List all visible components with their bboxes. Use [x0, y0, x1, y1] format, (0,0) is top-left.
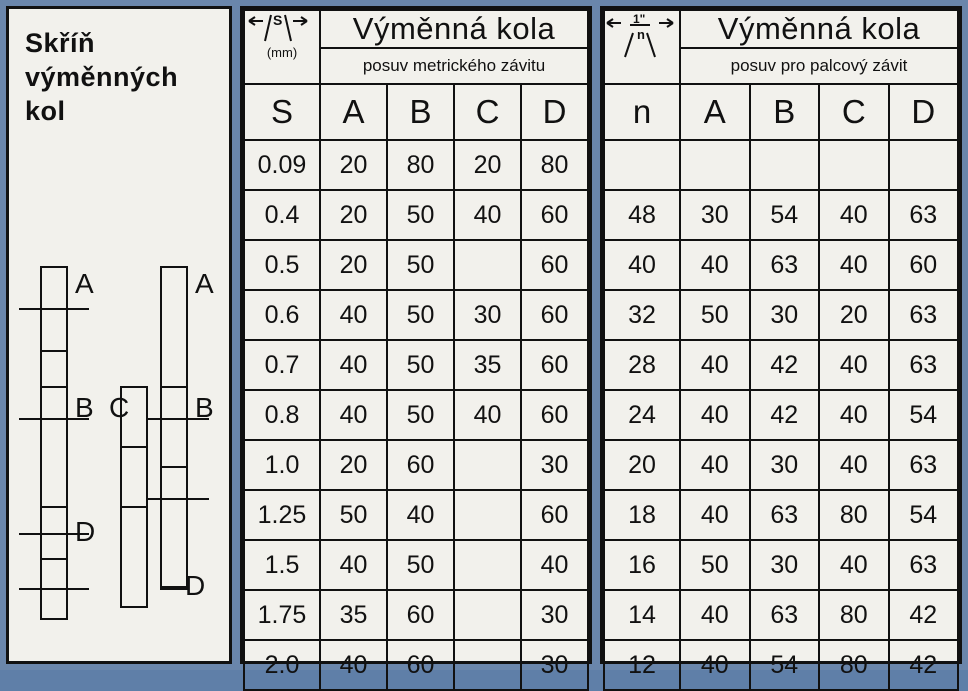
inch-cell-b: 42 [750, 340, 820, 390]
metric-cell-d: 40 [521, 540, 588, 590]
metric-cell-b: 40 [387, 490, 454, 540]
metric-cell-d: 30 [521, 440, 588, 490]
table-row [604, 640, 958, 690]
svg-text:D: D [185, 570, 206, 601]
metric-cell-a: 50 [320, 490, 387, 540]
metric-cell-a: 20 [320, 440, 387, 490]
inch-col-C: C [819, 84, 889, 140]
inch-cell-d: 63 [889, 340, 959, 390]
metric-cell-a: 40 [320, 540, 387, 590]
metric-cell-c [454, 490, 521, 540]
inch-cell-n: 32 [604, 290, 680, 340]
metric-cell-d: 60 [521, 290, 588, 340]
svg-text:1": 1" [633, 12, 646, 26]
inch-grid [603, 9, 959, 691]
metric-cell-a: 20 [320, 190, 387, 240]
inch-col-B: B [750, 84, 820, 140]
metric-cell-a: 40 [320, 340, 387, 390]
table-row [244, 590, 588, 640]
metric-cell-c: 40 [454, 390, 521, 440]
svg-text:n: n [637, 27, 645, 42]
table-row [244, 240, 588, 290]
table-row [244, 140, 588, 190]
metric-cell-s: 2.0 [244, 640, 320, 690]
table-row [244, 440, 588, 490]
metric-cell-c [454, 590, 521, 640]
inch-cell-c: 40 [819, 240, 889, 290]
inch-cell-d: 42 [889, 640, 959, 690]
inch-cell-d: 60 [889, 240, 959, 290]
table-row [244, 640, 588, 690]
metric-cell-c [454, 540, 521, 590]
inch-cell-a: 40 [680, 590, 750, 640]
inch-cell-a: 50 [680, 540, 750, 590]
metric-cell-d: 60 [521, 190, 588, 240]
inch-cell-n: 40 [604, 240, 680, 290]
table-row [604, 590, 958, 640]
metric-cell-b: 50 [387, 340, 454, 390]
metric-cell-s: 0.6 [244, 290, 320, 340]
inch-cell-b: 42 [750, 390, 820, 440]
inch-cell-c: 40 [819, 440, 889, 490]
inch-cell-n: 20 [604, 440, 680, 490]
table-row [604, 240, 958, 290]
inch-cell-n: 14 [604, 590, 680, 640]
inch-cell-c: 80 [819, 640, 889, 690]
inch-cell-d: 63 [889, 540, 959, 590]
left-panel [6, 6, 232, 664]
inch-cell-a: 40 [680, 390, 750, 440]
inch-col-D: D [889, 84, 959, 140]
table-row [244, 390, 588, 440]
metric-cell-s: 0.5 [244, 240, 320, 290]
metric-cell-b: 50 [387, 390, 454, 440]
svg-text:C: C [109, 392, 130, 423]
table-row [244, 340, 588, 390]
table-row [604, 390, 958, 440]
inch-col-n: n [604, 84, 680, 140]
metric-col-B: B [387, 84, 454, 140]
metric-cell-b: 80 [387, 140, 454, 190]
inch-cell-b: 54 [750, 640, 820, 690]
metric-cell-a: 20 [320, 240, 387, 290]
inch-cell-a [680, 140, 750, 190]
metric-cell-s: 0.8 [244, 390, 320, 440]
metric-cell-s: 0.09 [244, 140, 320, 190]
metric-cell-c [454, 240, 521, 290]
inch-feed-icon [604, 10, 680, 84]
inch-cell-n [604, 140, 680, 190]
inch-cell-d: 63 [889, 190, 959, 240]
metric-cell-s: 1.25 [244, 490, 320, 540]
inch-cell-n: 24 [604, 390, 680, 440]
metric-feed-table [240, 6, 592, 679]
inch-cell-b: 30 [750, 290, 820, 340]
metric-cell-b: 50 [387, 240, 454, 290]
inch-cell-a: 30 [680, 190, 750, 240]
table-row [244, 540, 588, 590]
svg-text:B: B [75, 392, 94, 423]
inch-feed-table [600, 6, 962, 679]
svg-text:A: A [75, 268, 94, 299]
inch-cell-a: 50 [680, 290, 750, 340]
inch-cell-a: 40 [680, 640, 750, 690]
inch-title: Výměnná kola [680, 10, 958, 48]
metric-cell-b: 60 [387, 440, 454, 490]
inch-cell-b: 63 [750, 590, 820, 640]
metric-cell-a: 40 [320, 640, 387, 690]
metric-cell-d: 80 [521, 140, 588, 190]
svg-text:B: B [195, 392, 214, 423]
metric-title: Výměnná kola [320, 10, 588, 48]
metric-icon-unit: (mm) [266, 45, 298, 60]
inch-cell-n: 18 [604, 490, 680, 540]
metric-col-S: S [244, 84, 320, 140]
metric-cell-s: 1.0 [244, 440, 320, 490]
metric-header-row-title [244, 10, 588, 48]
table-row [244, 290, 588, 340]
metric-cell-b: 50 [387, 290, 454, 340]
table-row [604, 340, 958, 390]
inch-cell-d: 42 [889, 590, 959, 640]
metric-column-header-row [244, 84, 588, 140]
metric-col-A: A [320, 84, 387, 140]
table-row [604, 190, 958, 240]
inch-cell-c: 40 [819, 190, 889, 240]
page-title: Skříň výměnných kol [25, 28, 179, 126]
inch-cell-d: 63 [889, 440, 959, 490]
table-row [604, 540, 958, 590]
table-row [604, 290, 958, 340]
gear-train-diagram [9, 189, 229, 659]
metric-subtitle: posuv metrického závitu [320, 48, 588, 84]
inch-cell-c: 40 [819, 340, 889, 390]
inch-cell-a: 40 [680, 440, 750, 490]
metric-cell-c [454, 640, 521, 690]
inch-cell-n: 12 [604, 640, 680, 690]
table-row [244, 490, 588, 540]
inch-cell-b: 54 [750, 190, 820, 240]
inch-cell-c: 80 [819, 490, 889, 540]
inch-cell-n: 48 [604, 190, 680, 240]
metric-cell-b: 60 [387, 640, 454, 690]
metric-cell-c: 30 [454, 290, 521, 340]
metric-cell-s: 0.7 [244, 340, 320, 390]
svg-text:D: D [75, 516, 96, 547]
table-row [244, 190, 588, 240]
inch-cell-b: 30 [750, 440, 820, 490]
metric-cell-s: 1.75 [244, 590, 320, 640]
table-row [604, 140, 958, 190]
metric-col-D: D [521, 84, 588, 140]
metric-cell-a: 40 [320, 290, 387, 340]
metric-cell-d: 30 [521, 640, 588, 690]
inch-cell-b: 63 [750, 240, 820, 290]
inch-cell-d: 54 [889, 390, 959, 440]
inch-cell-a: 40 [680, 240, 750, 290]
inch-cell-d [889, 140, 959, 190]
inch-cell-n: 28 [604, 340, 680, 390]
inch-cell-a: 40 [680, 340, 750, 390]
inch-cell-c: 20 [819, 290, 889, 340]
inch-col-A: A [680, 84, 750, 140]
metric-feed-icon [244, 10, 320, 84]
metric-cell-c: 35 [454, 340, 521, 390]
metric-cell-d: 30 [521, 590, 588, 640]
metric-cell-c: 20 [454, 140, 521, 190]
metric-cell-c: 40 [454, 190, 521, 240]
inch-cell-b: 63 [750, 490, 820, 540]
inch-header-row-title [604, 10, 958, 48]
metric-cell-b: 60 [387, 590, 454, 640]
inch-cell-a: 40 [680, 490, 750, 540]
inch-cell-b [750, 140, 820, 190]
metric-cell-c [454, 440, 521, 490]
inch-cell-c: 40 [819, 390, 889, 440]
metric-cell-b: 50 [387, 190, 454, 240]
metric-cell-s: 0.4 [244, 190, 320, 240]
metric-grid [243, 9, 589, 691]
svg-text:S: S [273, 12, 283, 28]
metric-cell-d: 60 [521, 390, 588, 440]
inch-cell-d: 54 [889, 490, 959, 540]
inch-column-header-row [604, 84, 958, 140]
metric-cell-b: 50 [387, 540, 454, 590]
inch-cell-n: 16 [604, 540, 680, 590]
inch-cell-c [819, 140, 889, 190]
inch-subtitle: posuv pro palcový závit [680, 48, 958, 84]
inch-cell-d: 63 [889, 290, 959, 340]
table-row [604, 490, 958, 540]
metric-cell-d: 60 [521, 340, 588, 390]
inch-cell-b: 30 [750, 540, 820, 590]
metric-cell-s: 1.5 [244, 540, 320, 590]
metric-cell-a: 40 [320, 390, 387, 440]
inch-cell-c: 40 [819, 540, 889, 590]
metric-cell-d: 60 [521, 490, 588, 540]
metric-cell-a: 35 [320, 590, 387, 640]
metric-cell-a: 20 [320, 140, 387, 190]
metric-cell-d: 60 [521, 240, 588, 290]
inch-cell-c: 80 [819, 590, 889, 640]
metric-col-C: C [454, 84, 521, 140]
table-row [604, 440, 958, 490]
svg-text:A: A [195, 268, 214, 299]
